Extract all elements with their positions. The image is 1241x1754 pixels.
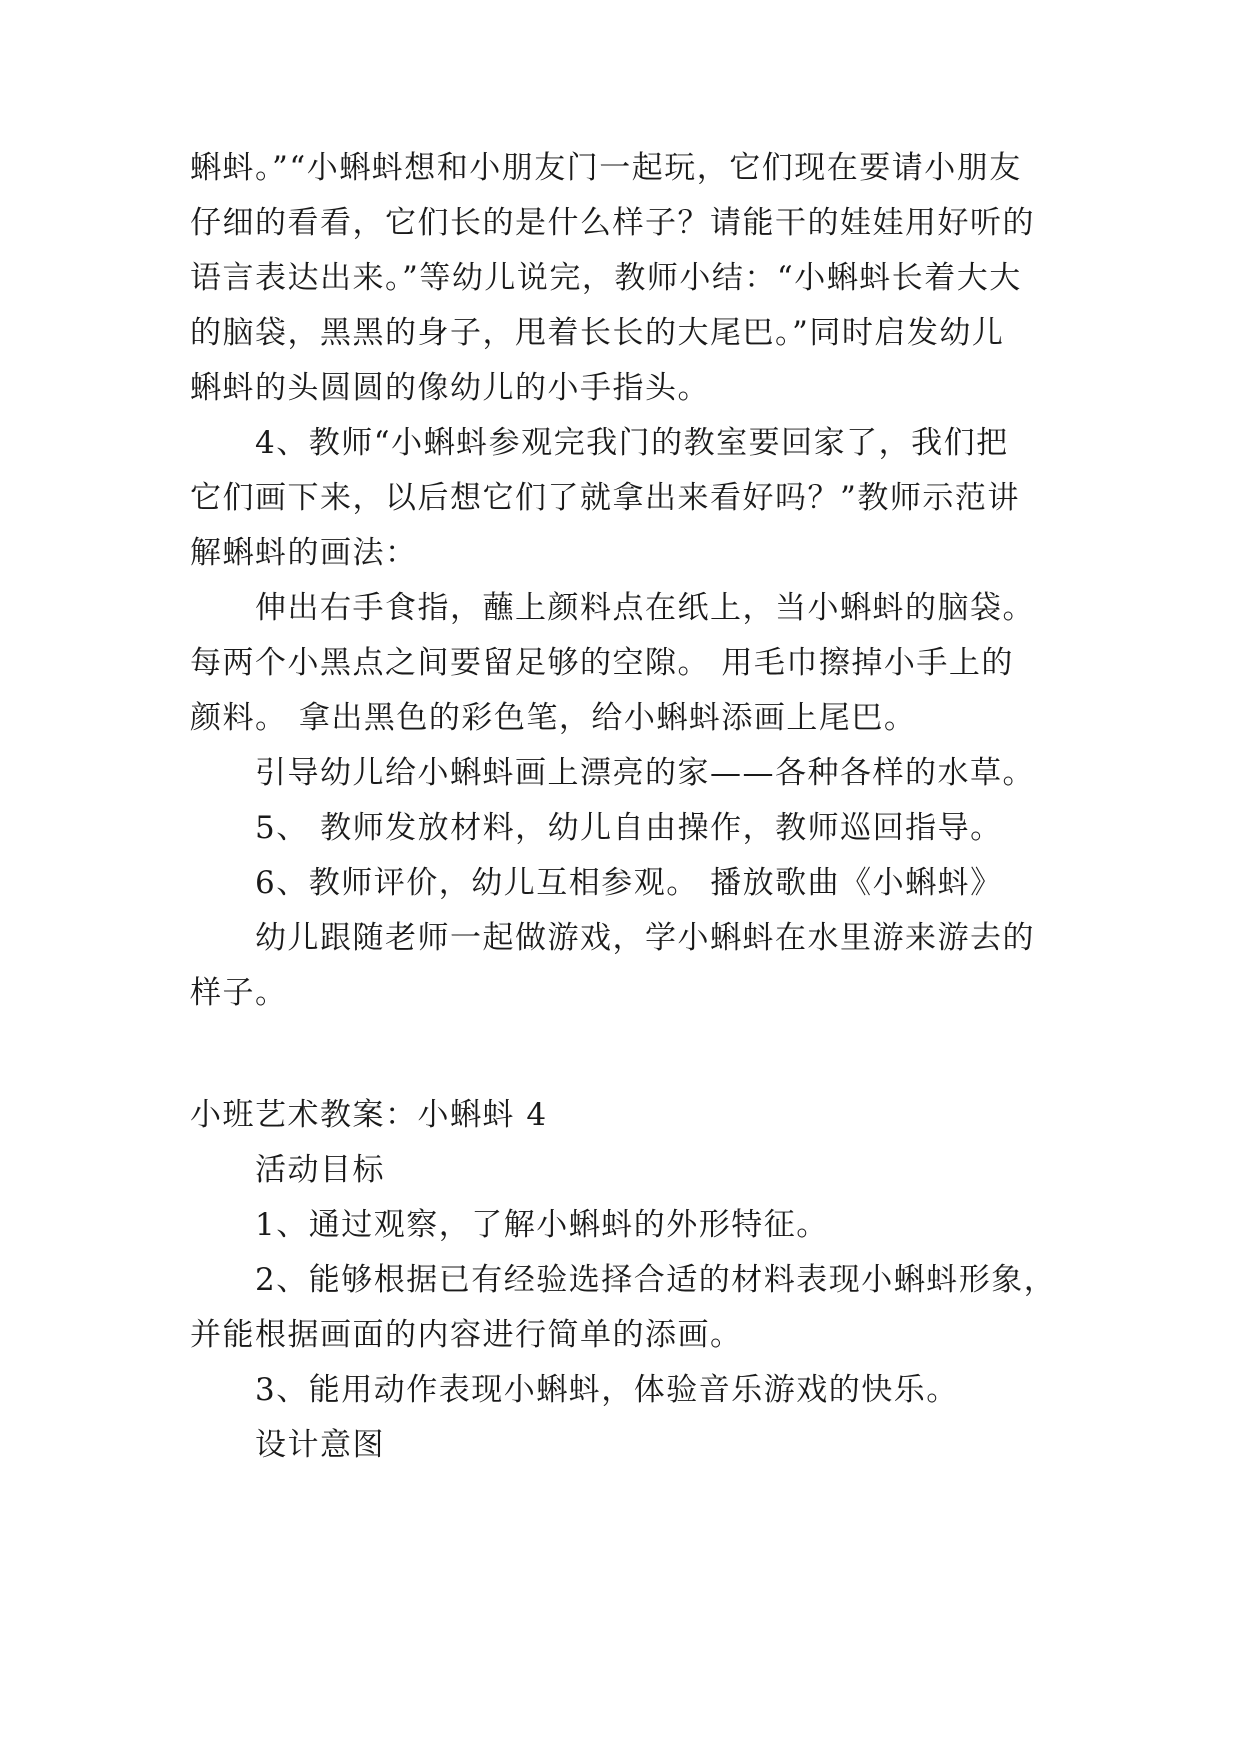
- body-text-line: 并能根据画面的内容进行简单的添画。: [190, 1317, 743, 1353]
- body-text-line: 1、通过观察，了解小蝌蚪的外形特征。: [255, 1207, 829, 1243]
- body-text-line: 蝌蚪的头圆圆的像幼儿的小手指头。: [190, 370, 710, 406]
- body-text-line: 3、能用动作表现小蝌蚪，体验音乐游戏的快乐。: [255, 1372, 959, 1408]
- body-text-line: 每两个小黑点之间要留足够的空隙。 用毛巾擦掉小手上的: [190, 645, 1014, 681]
- section-title: 小班艺术教案：小蝌蚪 4: [190, 1097, 548, 1133]
- body-text-line: 解蝌蚪的画法：: [190, 535, 418, 571]
- subheading: 设计意图: [255, 1427, 385, 1463]
- body-text-line: 幼儿跟随老师一起做游戏，学小蝌蚪在水里游来游去的: [255, 920, 1035, 956]
- body-text-line: 蝌蚪。”“小蝌蚪想和小朋友门一起玩，它们现在要请小朋友: [190, 150, 1022, 186]
- body-text-line: 语言表达出来。”等幼儿说完，教师小结：“小蝌蚪长着大大: [190, 260, 1022, 296]
- body-text-line: 引导幼儿给小蝌蚪画上漂亮的家——各种各样的水草。: [255, 755, 1035, 791]
- body-text-line: 4、教师“小蝌蚪参观完我门的教室要回家了，我们把: [255, 425, 1009, 461]
- body-text-line: 5、 教师发放材料，幼儿自由操作，教师巡回指导。: [255, 810, 1003, 846]
- body-text-line: 仔细的看看，它们长的是什么样子？请能干的娃娃用好听的: [190, 205, 1035, 241]
- body-text-line: 2、能够根据已有经验选择合适的材料表现小蝌蚪形象，: [255, 1262, 1057, 1298]
- body-text-line: 它们画下来，以后想它们了就拿出来看好吗？”教师示范讲: [190, 480, 1020, 516]
- body-text-line: 的脑袋，黑黑的身子，甩着长长的大尾巴。”同时启发幼儿: [190, 315, 1005, 351]
- body-text-line: 6、教师评价，幼儿互相参观。 播放歌曲《小蝌蚪》: [255, 865, 1003, 901]
- body-text-line: 颜料。 拿出黑色的彩色笔，给小蝌蚪添画上尾巴。: [190, 700, 917, 736]
- body-text-line: 样子。: [190, 975, 288, 1011]
- body-text-line: 伸出右手食指，蘸上颜料点在纸上，当小蝌蚪的脑袋。: [255, 590, 1035, 626]
- subheading: 活动目标: [255, 1152, 385, 1188]
